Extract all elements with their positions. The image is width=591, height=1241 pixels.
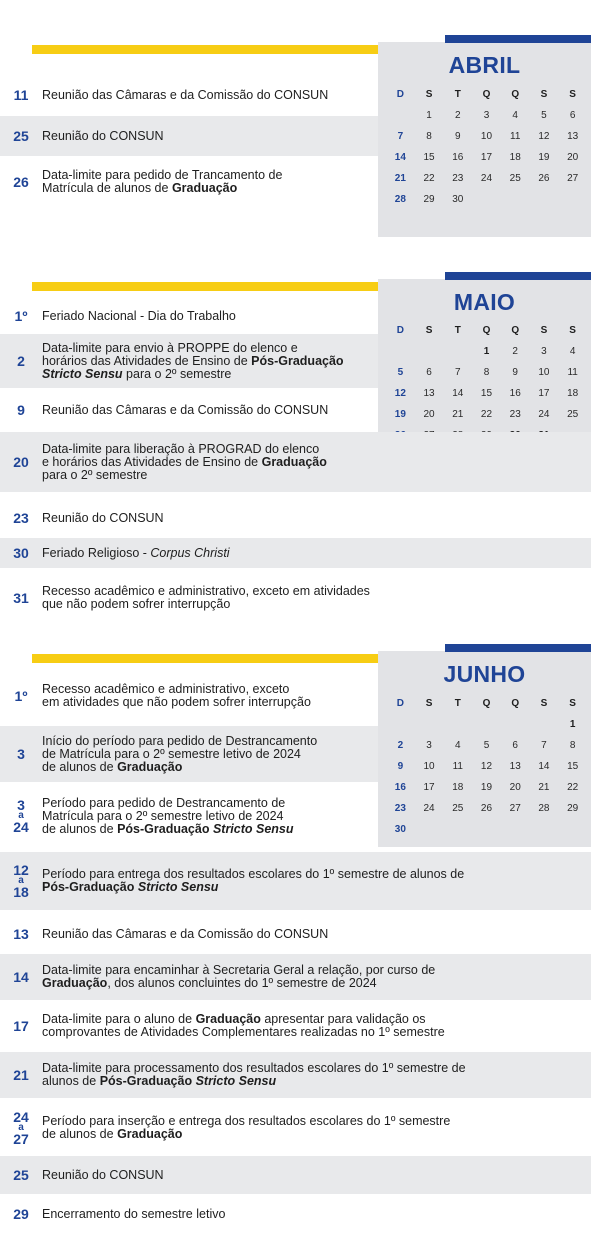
junho-day [530, 819, 559, 840]
event-row [0, 392, 378, 428]
abril-calendar-topbar [445, 35, 591, 43]
event-text-emphasis: Stricto Sensu [212, 821, 294, 836]
event-text-line: alunos de [42, 1074, 100, 1088]
event-row [0, 500, 591, 536]
maio-weekday: Q [482, 325, 491, 336]
event-text-line: Matrícula de alunos de [42, 181, 172, 195]
event-text [42, 169, 282, 195]
abril-day: 25 [509, 173, 521, 184]
junho-day: 29 [567, 803, 579, 814]
maio-day: 24 [538, 409, 550, 420]
event-text-emphasis: Graduação [42, 976, 108, 990]
event-text-emphasis: Stricto Sensu [195, 1074, 277, 1088]
event-date: 14 [13, 969, 29, 985]
event-text-line: Matrícula para o 2º semestre letivo de 2024 [42, 808, 284, 823]
abril-day: 9 [455, 131, 461, 142]
maio-day [386, 341, 415, 362]
junho-day: 27 [509, 803, 521, 814]
event-row [0, 726, 378, 782]
maio-weekday: S [425, 325, 433, 336]
event-text [42, 443, 327, 482]
maio-day [443, 341, 472, 362]
junho-calendar [378, 651, 591, 847]
event-text [42, 735, 317, 774]
abril-day: 4 [512, 110, 518, 121]
event-date: 2 [17, 353, 25, 369]
junho-day [443, 819, 472, 840]
event-text-emphasis: Graduação [117, 759, 183, 774]
junho-day: 21 [538, 782, 550, 793]
junho-weekday: T [454, 698, 461, 709]
abril-day: 12 [538, 131, 550, 142]
junho-weekday: S [425, 698, 433, 709]
junho-calendar-topbar [445, 644, 591, 652]
abril-weekday: Q [511, 89, 520, 100]
event-date-from: 24 [13, 1109, 29, 1125]
junho-day [501, 819, 530, 840]
event-text-line: Período para entrega dos resultados escolares do 1º semestre de alunos de [42, 867, 465, 881]
abril-weekday: T [454, 89, 461, 100]
junho-weekday: D [396, 698, 404, 709]
event-text: Reunião do CONSUN [42, 128, 164, 143]
event-date: 13 [13, 926, 29, 942]
abril-day: 2 [455, 110, 461, 121]
event-text-emphasis: Graduação [117, 1127, 183, 1141]
junho-day: 18 [452, 782, 464, 793]
abril-day: 14 [394, 152, 406, 163]
event-row [0, 300, 378, 332]
junho-day: 13 [509, 761, 521, 772]
abril-calendar-grid [386, 84, 587, 210]
abril-yellow-bar [32, 45, 408, 54]
event-date-sep: a [18, 875, 24, 886]
event-text: Feriado Nacional - Dia do Trabalho [42, 308, 236, 323]
abril-day: 11 [510, 131, 521, 142]
event-row [0, 916, 591, 952]
junho-day: 28 [538, 803, 550, 814]
abril-calendar [378, 42, 591, 237]
maio-weekday: D [396, 325, 404, 336]
event-text-line: Período para inserção e entrega dos resultados escolares do 1º semestre [42, 1114, 451, 1128]
event-text-emphasis: Pós-Graduação [251, 353, 344, 368]
maio-day: 12 [394, 388, 406, 399]
event-text-emphasis: Pós-Graduação [117, 821, 213, 836]
abril-day: 13 [567, 131, 579, 142]
junho-day: 2 [397, 740, 404, 751]
event-text-line: Recesso acadêmico e administrativo, exceto em atividades [42, 584, 370, 598]
event-date-range [0, 1110, 42, 1146]
abril-day: 7 [397, 131, 404, 142]
event-text-emphasis: Stricto Sensu [137, 880, 219, 894]
event-text-line: horários das Atividades de Ensino de [42, 353, 252, 368]
maio-day: 17 [538, 388, 550, 399]
event-text-emphasis: Graduação [261, 454, 327, 469]
event-text-emphasis: Pós-Graduação [42, 880, 138, 894]
event-date-sep: a [18, 810, 24, 821]
abril-day: 28 [394, 194, 406, 205]
junho-day [386, 714, 415, 735]
event-row [0, 1198, 591, 1230]
junho-weekday: Q [482, 698, 491, 709]
maio-day: 22 [480, 409, 493, 420]
event-row [0, 852, 591, 910]
maio-calendar-topbar [445, 272, 591, 280]
maio-day: 23 [509, 409, 521, 420]
event-text [42, 1115, 450, 1141]
junho-day: 5 [483, 740, 490, 751]
abril-day: 21 [394, 173, 406, 184]
event-text-line: Recesso acadêmico e administrativo, exceto [42, 682, 290, 696]
abril-day [472, 189, 501, 210]
event-date: 29 [13, 1206, 29, 1222]
junho-day [558, 819, 587, 840]
junho-day [415, 714, 444, 735]
maio-day: 20 [423, 409, 435, 420]
event-text: Reunião das Câmaras e da Comissão do CONSUN [42, 87, 329, 102]
event-text-line: Data-limite para o aluno de [42, 1012, 196, 1026]
event-text-emphasis: Graduação [195, 1012, 261, 1026]
event-date-range [0, 798, 42, 834]
event-row [0, 538, 591, 568]
event-row [0, 78, 378, 112]
event-row [0, 670, 378, 722]
event-date: 3 [17, 746, 25, 762]
junho-day: 24 [423, 803, 435, 814]
event-text-line: de alunos de [42, 1127, 118, 1141]
maio-day: 19 [394, 409, 406, 420]
event-text-line: e horários das Atividades de Ensino de [42, 454, 262, 469]
abril-day: 10 [480, 131, 493, 142]
event-text-line: Data-limite para pedido de Trancamento de [42, 168, 283, 182]
event-date-range [0, 863, 42, 899]
junho-day: 20 [509, 782, 521, 793]
junho-day: 22 [567, 782, 579, 793]
junho-day: 12 [480, 761, 493, 772]
abril-day: 26 [538, 173, 550, 184]
abril-day [501, 189, 530, 210]
maio-day: 10 [538, 367, 550, 378]
event-text-line: de alunos de [42, 821, 118, 836]
abril-day: 30 [452, 194, 464, 205]
junho-day: 4 [455, 740, 461, 751]
abril-day: 17 [480, 152, 493, 163]
event-text-line: Feriado Religioso - [42, 545, 151, 560]
event-text [42, 964, 435, 990]
event-date: 30 [13, 545, 29, 561]
abril-day: 27 [567, 173, 579, 184]
event-text [42, 342, 344, 381]
abril-weekday: Q [482, 89, 491, 100]
maio-month-title: MAIO [453, 289, 516, 315]
junho-day: 9 [397, 761, 404, 772]
event-text [42, 1062, 466, 1088]
junho-calendar-grid [386, 693, 587, 840]
event-text-line: que não podem sofrer interrupção [42, 597, 231, 611]
maio-day: 4 [569, 346, 576, 357]
abril-day: 20 [567, 152, 579, 163]
event-text [42, 683, 311, 709]
maio-day: 14 [452, 388, 464, 399]
event-text: Reunião do CONSUN [42, 510, 164, 525]
event-text: Encerramento do semestre letivo [42, 1206, 226, 1221]
event-text [42, 797, 294, 836]
event-row [0, 1052, 591, 1098]
abril-day: 8 [426, 131, 432, 142]
event-text-emphasis: Pós-Graduação [99, 1074, 196, 1088]
event-date-to: 24 [13, 819, 29, 835]
event-text-emphasis: Stricto Sensu [42, 366, 123, 381]
junho-day: 17 [423, 782, 435, 793]
junho-day: 26 [480, 803, 493, 814]
event-date: 25 [13, 1167, 29, 1183]
abril-day: 16 [452, 152, 464, 163]
abril-weekday: S [569, 89, 576, 100]
maio-day: 3 [541, 346, 547, 357]
maio-day: 8 [483, 367, 490, 378]
event-text-line: de Matrícula para o 2º semestre letivo de 2024 [42, 746, 301, 761]
event-text-line: Data-limite para processamento dos resultados escolares do 1º semestre de [42, 1061, 466, 1075]
event-text-line: de alunos de [42, 759, 118, 774]
junho-weekday: S [569, 698, 576, 709]
maio-day: 2 [512, 346, 518, 357]
abril-day: 29 [423, 194, 435, 205]
event-row [0, 578, 591, 618]
maio-calendar-grid [386, 320, 587, 446]
event-row [0, 432, 591, 492]
abril-weekday: S [540, 89, 548, 100]
event-date-sep: a [18, 1122, 24, 1133]
event-date: 1º [14, 308, 28, 324]
abril-day: 5 [541, 110, 547, 121]
event-text-line: Período para pedido de Destrancamento de [42, 795, 286, 810]
abril-day: 22 [423, 173, 435, 184]
abril-weekday: D [396, 89, 404, 100]
maio-day: 13 [423, 388, 435, 399]
junho-day [415, 819, 444, 840]
junho-day-holiday: 1 [569, 719, 576, 730]
maio-day: 16 [509, 388, 521, 399]
maio-day-holiday: 1 [483, 346, 490, 357]
event-text: Reunião das Câmaras e da Comissão do CONSUN [42, 926, 329, 941]
event-date: 11 [13, 87, 29, 103]
abril-day: 19 [538, 152, 550, 163]
abril-day: 3 [483, 110, 490, 121]
junho-day [472, 819, 501, 840]
event-date-from: 3 [17, 797, 25, 813]
abril-day [530, 189, 559, 210]
maio-day [415, 341, 444, 362]
junho-day: 15 [567, 761, 579, 772]
event-text: Reunião do CONSUN [42, 1167, 164, 1182]
abril-day: 15 [423, 152, 435, 163]
abril-day: 18 [509, 152, 521, 163]
event-date-from: 12 [13, 862, 29, 878]
maio-yellow-bar [32, 282, 408, 291]
event-text-emphasis: Graduação [171, 181, 238, 195]
junho-day: 23 [394, 803, 406, 814]
event-row [0, 954, 591, 1000]
maio-day: 11 [567, 367, 578, 378]
event-date: 21 [13, 1067, 29, 1083]
maio-weekday: T [454, 325, 461, 336]
event-row [0, 1102, 591, 1154]
maio-day: 9 [512, 367, 518, 378]
event-text-line: Data-limite para envio à PROPPE do elenco e [42, 340, 298, 355]
event-text-emphasis: Corpus Christi [150, 545, 230, 560]
event-row [0, 1156, 591, 1194]
maio-day: 5 [397, 367, 404, 378]
event-date: 20 [13, 454, 29, 470]
event-text-line: Data-limite para liberação à PROGRAD do elenco [42, 441, 320, 456]
event-date: 1º [14, 688, 28, 704]
event-text-line: Data-limite para encaminhar à Secretaria Geral a relação, por curso de [42, 963, 436, 977]
event-row [0, 116, 378, 156]
abril-day: 24 [480, 173, 493, 184]
maio-weekday: S [540, 325, 548, 336]
abril-month-title: ABRIL [448, 52, 521, 78]
junho-yellow-bar [32, 654, 408, 663]
abril-weekday: S [425, 89, 433, 100]
maio-day: 25 [567, 409, 579, 420]
event-date: 31 [13, 590, 29, 606]
maio-day: 7 [455, 367, 461, 378]
abril-day: 23 [452, 173, 464, 184]
junho-month-title: JUNHO [443, 661, 526, 687]
junho-day: 25 [452, 803, 464, 814]
junho-day: 7 [541, 740, 547, 751]
junho-day [443, 714, 472, 735]
event-text-line: para o 2º semestre [122, 366, 232, 381]
event-text-line: comprovantes de Atividades Complementares realizadas no 1º semestre [42, 1025, 445, 1039]
event-row [0, 334, 378, 388]
junho-day: 16 [394, 782, 406, 793]
event-text [42, 868, 464, 894]
junho-day: 30 [394, 824, 406, 835]
event-date: 17 [13, 1018, 29, 1034]
event-date: 23 [13, 510, 29, 526]
abril-day: 1 [426, 110, 432, 121]
junho-weekday: S [540, 698, 548, 709]
event-date-to: 27 [13, 1131, 29, 1147]
junho-day [530, 714, 559, 735]
event-row [0, 786, 378, 846]
event-date: 25 [13, 128, 29, 144]
event-row [0, 1004, 591, 1048]
maio-day: 6 [426, 367, 432, 378]
junho-day: 11 [452, 761, 463, 772]
abril-day: 6 [569, 110, 576, 121]
event-text-line: apresentar para validação os [260, 1012, 426, 1026]
maio-day: 18 [567, 388, 579, 399]
event-text [42, 1013, 445, 1039]
event-date-to: 18 [13, 884, 29, 900]
junho-day: 10 [423, 761, 435, 772]
abril-day [386, 105, 415, 126]
event-text-line: Início do período para pedido de Destrancamento [42, 733, 318, 748]
event-date: 26 [13, 174, 29, 190]
event-text [42, 585, 370, 611]
maio-day: 15 [480, 388, 493, 399]
junho-weekday: Q [511, 698, 520, 709]
junho-day: 8 [569, 740, 576, 751]
event-date: 9 [17, 402, 25, 418]
event-text-line: em atividades que não podem sofrer interrupção [42, 695, 311, 709]
junho-day [501, 714, 530, 735]
event-text [42, 547, 230, 560]
maio-weekday: Q [511, 325, 520, 336]
junho-day: 3 [426, 740, 432, 751]
event-text: Reunião das Câmaras e da Comissão do CONSUN [42, 402, 329, 417]
event-row [0, 160, 378, 204]
junho-day: 19 [480, 782, 493, 793]
junho-day [472, 714, 501, 735]
junho-day: 6 [512, 740, 518, 751]
event-text-line: para o 2º semestre [42, 467, 148, 482]
junho-day: 14 [538, 761, 550, 772]
maio-day: 21 [452, 409, 464, 420]
maio-weekday: S [569, 325, 576, 336]
event-text-line: , dos alunos concluintes do 1º semestre de 2024 [107, 976, 377, 990]
abril-day [558, 189, 587, 210]
